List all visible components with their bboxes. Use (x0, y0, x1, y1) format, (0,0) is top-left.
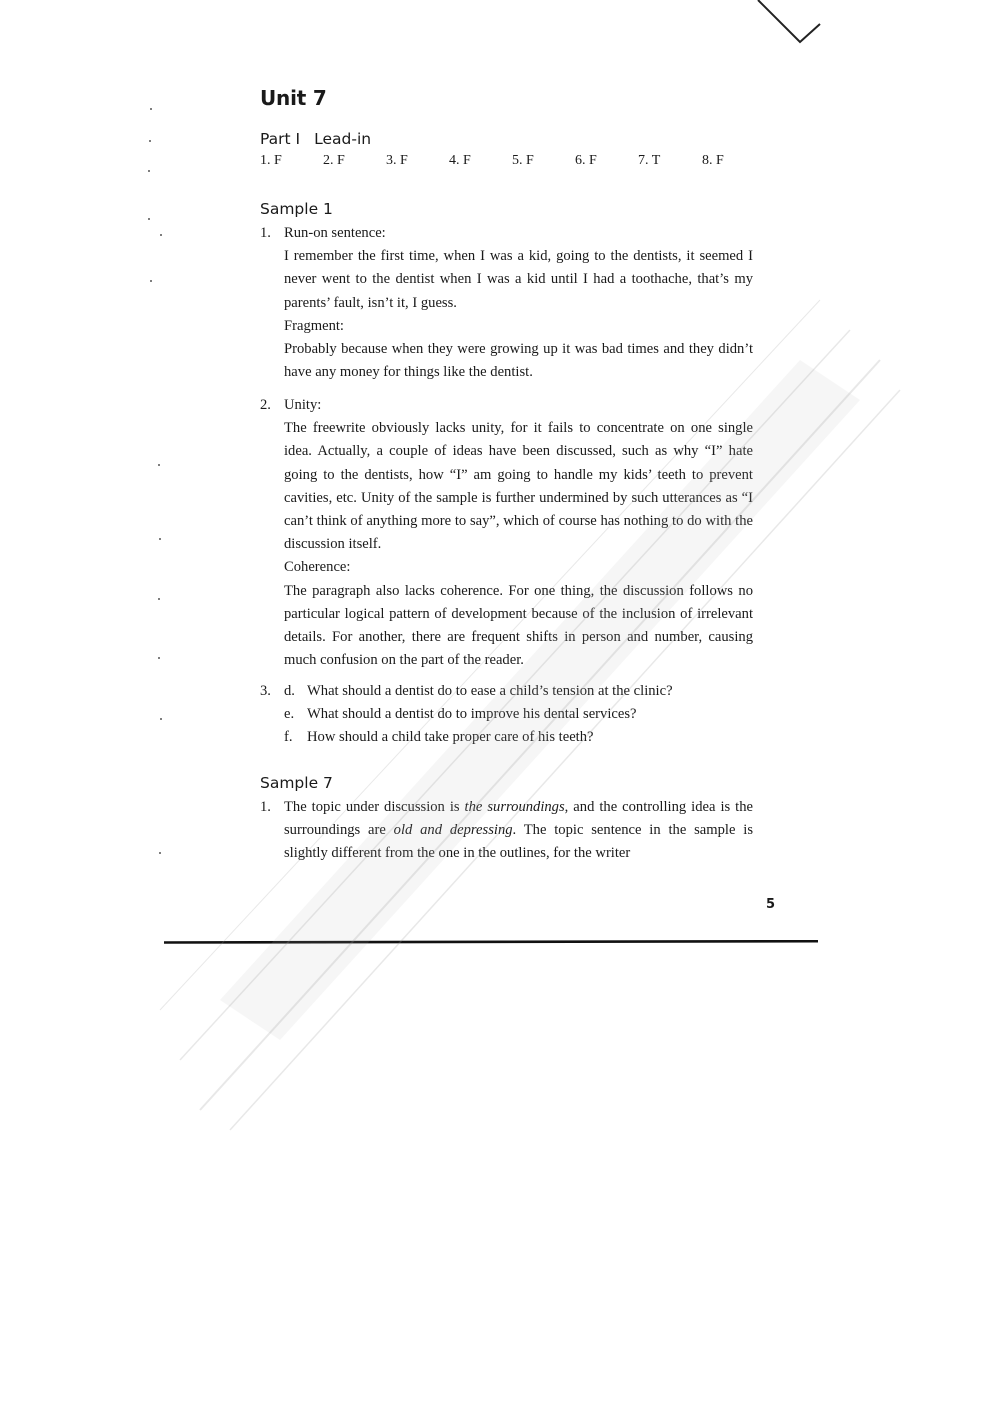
question-letter: f. (284, 729, 293, 746)
fragment-label: Fragment: (284, 317, 344, 334)
scan-speck (148, 218, 150, 220)
question-letter: e. (284, 706, 295, 723)
question-row (260, 726, 753, 749)
answer-item: 5. F (512, 153, 534, 168)
answer-item: 8. F (702, 153, 724, 168)
text-run: . The topic sentence in the sample is slightly different from the one in the outlines, for the writer (284, 822, 754, 862)
scan-speck (150, 280, 152, 282)
scan-speck (159, 538, 161, 540)
scan-speck (158, 464, 160, 466)
question-text: How should a child take proper care of his teeth? (307, 729, 594, 746)
scan-speck (158, 657, 160, 659)
scan-speck (148, 170, 150, 172)
sample-7-item-1 (260, 796, 753, 866)
item-number: 1. (260, 225, 271, 241)
scan-speck (158, 598, 160, 600)
sample-1-item-3 (260, 680, 753, 750)
part-name: Lead-in (314, 130, 372, 148)
runon-label: Run-on sentence: (284, 225, 386, 241)
italic-term: the surroundings (464, 799, 565, 815)
question-letter: d. (284, 683, 295, 699)
sample-7-heading: Sample 7 (260, 774, 333, 792)
part-number: Part I (260, 130, 301, 148)
italic-term: old and depressing (393, 822, 513, 839)
sample-1-item-2 (260, 394, 753, 672)
page-number: 5 (766, 897, 776, 912)
fragment-text: Probably because when they were growing up it was bad times and they didn’t have any money for things like the dentist. (284, 341, 753, 381)
text-run: , and the controlling idea is the surroundings are (284, 799, 753, 839)
coherence-text: The paragraph also lacks coherence. For one thing, the discussion follows no particular logical pattern of development because of the inclusion of irrelevant details. For another, there are frequent shifts in person and number, causing much confusion on the part of the reader. (284, 582, 753, 669)
footer-rule (164, 940, 818, 944)
part-heading (260, 130, 371, 148)
answer-item: 6. F (575, 153, 597, 168)
question-text: What should a dentist do to improve his dental services? (307, 706, 637, 723)
runon-text: I remember the first time, when I was a kid, going to the dentists, it seemed I never went to the dentist when I was a kid until I had a toothache, that’s my parents’ fault, isn’t it, I guess. (284, 248, 753, 311)
answer-item: 3. F (386, 153, 408, 168)
text-run: The topic under discussion is (284, 799, 465, 815)
item-number: 1. (260, 799, 271, 815)
question-row (260, 680, 753, 703)
item-number: 2. (260, 397, 271, 413)
question-row (260, 703, 753, 726)
item-number: 3. (260, 683, 271, 699)
scan-speck (160, 234, 162, 236)
unit-title: Unit 7 (260, 86, 327, 110)
corner-scan-mark (752, 0, 832, 50)
answer-item: 2. F (323, 153, 345, 168)
sample-7-text (284, 796, 753, 866)
answer-item: 7. T (638, 153, 661, 168)
sample-1-item-1 (260, 222, 753, 384)
scan-speck (160, 718, 162, 720)
coherence-label: Coherence: (284, 559, 351, 576)
answer-item: 1. F (260, 153, 282, 168)
scan-speck (149, 140, 151, 142)
sample-1-heading: Sample 1 (260, 200, 333, 218)
unity-label: Unity: (284, 397, 322, 413)
scan-speck (150, 108, 152, 110)
unity-text: The freewrite obviously lacks unity, for it fails to concentrate on one single idea. Actually, a couple of ideas have been discussed, such as why “I” hate going to the dentists, how “I” am going to handle my kids’ teeth to prevent cavities, etc. Unity of the sample is further undermined by such utterances as “I can’t think of anything more to say”, which of course has nothing to do with the discussion itself. (284, 420, 753, 553)
scan-speck (159, 852, 161, 854)
question-text: What should a dentist do to ease a child’s tension at the clinic? (307, 683, 673, 699)
answer-item: 4. F (449, 153, 471, 168)
